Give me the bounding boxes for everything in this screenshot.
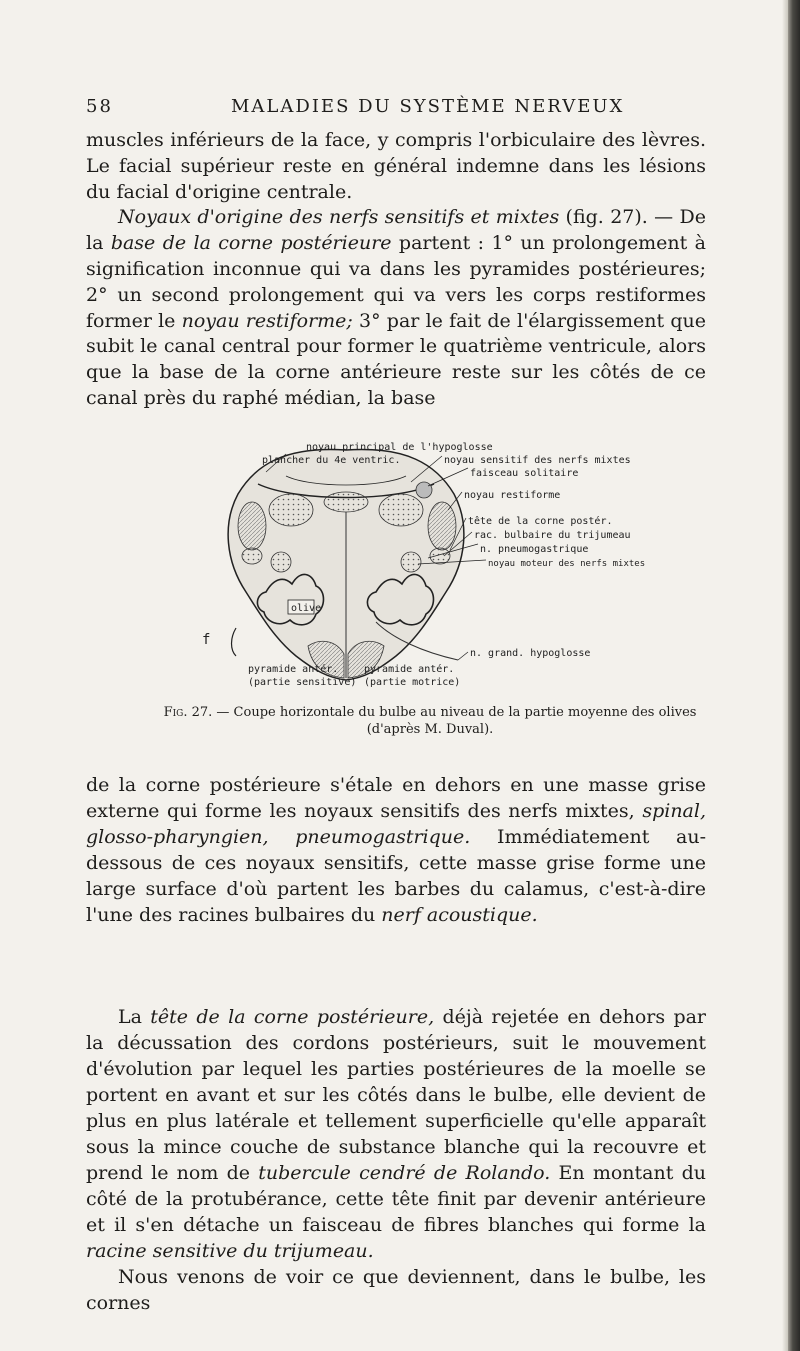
book-edge (788, 0, 800, 1351)
label-pyramide-left: pyramide antér. (248, 664, 339, 675)
paragraph-3: La tête de la corne postérieure, déjà rejetée en dehors par la décussation des cordons postérieurs, suit le mouvement d'évolution par lequel les parties postérieures de la moelle se portent en avant et sur les côtés dans le bulbe, elle devient de plus en plus latérale et tellement superficielle qu'elle apparaît sous la mince couche de substance blanche qui la recouvre et prend le nom de tubercule cendré de Rolando. En montant du côté de la protubérance, cette tête finit par devenir antérieure et il s'en détache un faisceau de fibres blanches qui forme la racine sensitive du trijumeau. Nous venons de voir ce que deviennent, dans le bulbe, les cornes (86, 1006, 707, 1314)
label-noyau-principal: noyau principal de l'hypoglosse (306, 442, 493, 453)
medulla-diagram (196, 442, 756, 690)
motor-nucleus (401, 552, 421, 572)
restiform-nucleus (428, 502, 456, 550)
running-title: MALADIES DU SYSTÈME NERVEUX (231, 96, 625, 117)
label-noyau-moteur: noyau moteur des nerfs mixtes (488, 559, 646, 569)
figure-number: Fig. 27. (163, 705, 213, 720)
label-racine-trijumeau: rac. bulbaire du trijumeau (474, 530, 631, 541)
label-pyramide-left-sub: (partie sensitive) (248, 677, 357, 688)
label-noyau-sensitif: noyau sensitif des nerfs mixtes (444, 455, 631, 466)
sensory-nucleus-left (269, 494, 313, 526)
label-pyramide-right-sub: (partie motrice) (364, 677, 461, 688)
label-plancher: plancher du 4e ventric. (262, 455, 401, 466)
label-noyau-restiforme: noyau restiforme (464, 490, 561, 501)
paragraph-2: de la corne postérieure s'étale en dehors en une masse grise externe qui forme les noyaux sensitifs des nerfs mixtes, spinal, glosso-pharyngien, pneumogastrique. Immédiatement au-dessous de ces noyaux sensitifs, cette masse grise forme une large surface d'où partent les barbes du calamus, c'est-à-dire l'une des racines bulbaires du nerf acoustique. (86, 774, 706, 926)
page-number: 58 (86, 96, 113, 117)
label-faisceau-solitaire: faisceau solitaire (470, 468, 579, 479)
solitary-tract (416, 482, 432, 498)
figure-27-medulla-section (196, 442, 756, 690)
posterior-horn-head (430, 548, 450, 564)
label-grand-hypoglosse: n. grand. hypoglosse (470, 648, 591, 659)
paragraph-1: muscles inférieurs de la face, y compris l'orbiculaire des lèvres. Le facial supérieur reste en général indemne dans les lésions du facial d'origine centrale. Noyaux d'origine des nerfs sensitifs et mixtes (fig. 27). — De la base de la corne postérieure partent : 1° un prolongement à signification inconnue qui va dans les pyramides postérieures; 2° un second prolongement qui va vers les corps restiformes former le noyau restiforme; 3° par le fait de l'élargissement que subit le canal central pour former le quatrième ventricule, alors que la base de la corne antérieure reste sur les côtés de ce canal près du raphé médian, la base (86, 129, 706, 409)
running-header (86, 96, 706, 122)
label-tete-corne: tête de la corne postér. (468, 516, 613, 527)
sensory-nucleus-right (379, 494, 423, 526)
f-label: f (202, 632, 211, 648)
label-pyramide-right: pyramide antér. (364, 664, 455, 675)
label-pneumogastrique: n. pneumogastrique (480, 544, 589, 555)
hypoglossal-nucleus (324, 492, 368, 512)
olive-label: olive (291, 603, 322, 614)
figure-caption: Fig. 27. — Coupe horizontale du bulbe au niveau de la partie moyenne des olives (d'après M. Duval). (163, 705, 697, 737)
section-heading: Noyaux d'origine des nerfs sensitifs et mixtes (118, 206, 560, 229)
